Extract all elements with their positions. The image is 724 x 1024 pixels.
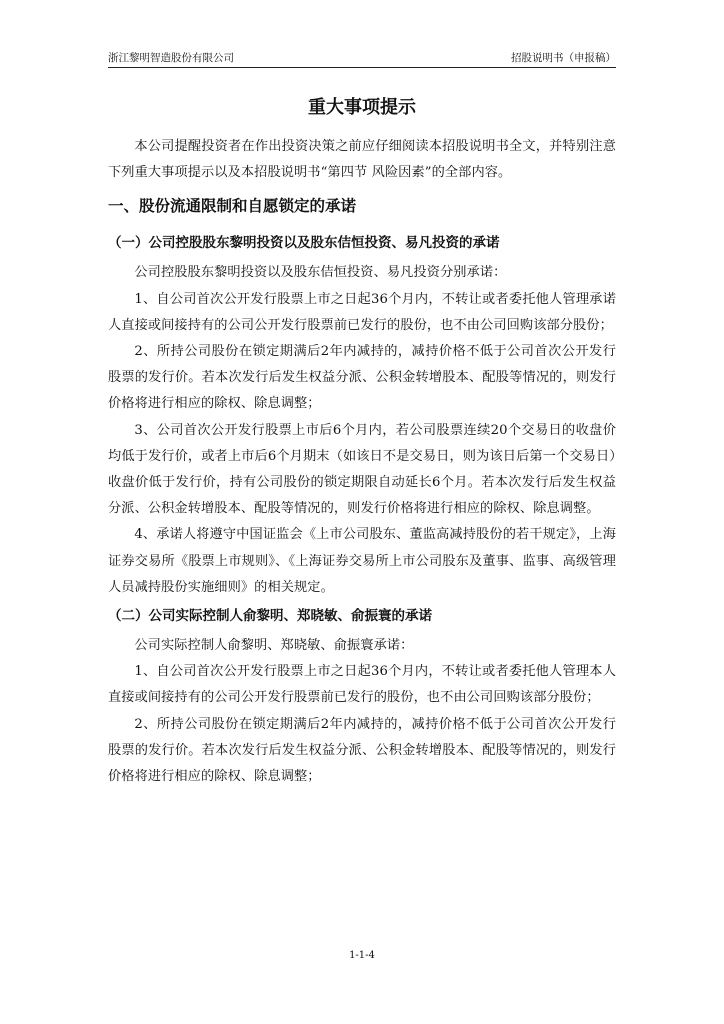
page-number: 1-1-4 <box>349 950 375 961</box>
page-header <box>108 49 616 68</box>
sub1-paragraph-2: 2、所持公司股份在锁定期满后2年内减持的，减持价格不低于公司首次公开发行股票的发行价。若本次发行后发生权益分派、公积金转增股本、配股等情况的，则发行价格将进行相应的除权、除息调整； <box>108 344 616 412</box>
sub1-paragraph-4: 4、承诺人将遵守中国证监会《上市公司股东、董监高减持股份的若干规定》，上海证券交易所《股票上市规则》、《上海证券交易所上市公司股东及董事、监事、高级管理人员减持股份实施细则》的相关规定。 <box>108 527 616 595</box>
subsection-heading-2: （二）公司实际控制人俞黎明、郑晓敏、俞振寰的承诺 <box>108 608 432 625</box>
subsection-heading-1: （一）公司控股股东黎明投资以及股东佶恒投资、易凡投资的承诺 <box>108 235 500 252</box>
header-document-type: 招股说明书（申报稿） <box>511 52 616 64</box>
page-title: 重大事项提示 <box>308 97 416 118</box>
document-body <box>108 96 616 790</box>
sub1-paragraph-0: 公司控股股东黎明投资以及股东佶恒投资、易凡投资分别承诺： <box>134 265 507 281</box>
sub2-paragraph-0: 公司实际控制人俞黎明、郑晓敏、俞振寰承诺： <box>134 638 414 654</box>
sub2-paragraph-2: 2、所持公司股份在锁定期满后2年内减持的，减持价格不低于公司首次公开发行股票的发行价。若本次发行后发生权益分派、公积金转增股本、配股等情况的，则发行价格将进行相应的除权、除息调整； <box>108 716 616 785</box>
sub1-paragraph-3: 3、公司首次公开发行股票上市后6个月内，若公司股票连续20个交易日的收盘价均低于发行价，或者上市后6个月期末（如该日不是交易日，则为该日后第一个交易日）收盘价低于发行价，持有公司股份的锁定期限自动延长6个月。若本次发行后发生权益分派、公积金转增股本、配股等情况的，则发行价格将进行相应的除权、除息调整。 <box>108 422 616 517</box>
section-heading-1: 一、股份流通限制和自愿锁定的承诺 <box>108 197 357 216</box>
intro-paragraph: 本公司提醒投资者在作出投资决策之前应仔细阅读本招股说明书全文，并特别注意下列重大事项提示以及本招股说明书“第四节 风险因素”的全部内容。 <box>108 139 616 181</box>
header-company-name: 浙江黎明智造股份有限公司 <box>108 52 234 64</box>
sub1-paragraph-1: 1、自公司首次公开发行股票上市之日起36个月内，不转让或者委托他人管理承诺人直接或间接持有的公司公开发行股票前已发行的股份，也不由公司回购该部分股份； <box>108 291 616 333</box>
sub2-paragraph-1: 1、自公司首次公开发行股票上市之日起36个月内，不转让或者委托他人管理本人直接或间接持有的公司公开发行股票前已发行的股份，也不由公司回购该部分股份； <box>108 664 616 706</box>
